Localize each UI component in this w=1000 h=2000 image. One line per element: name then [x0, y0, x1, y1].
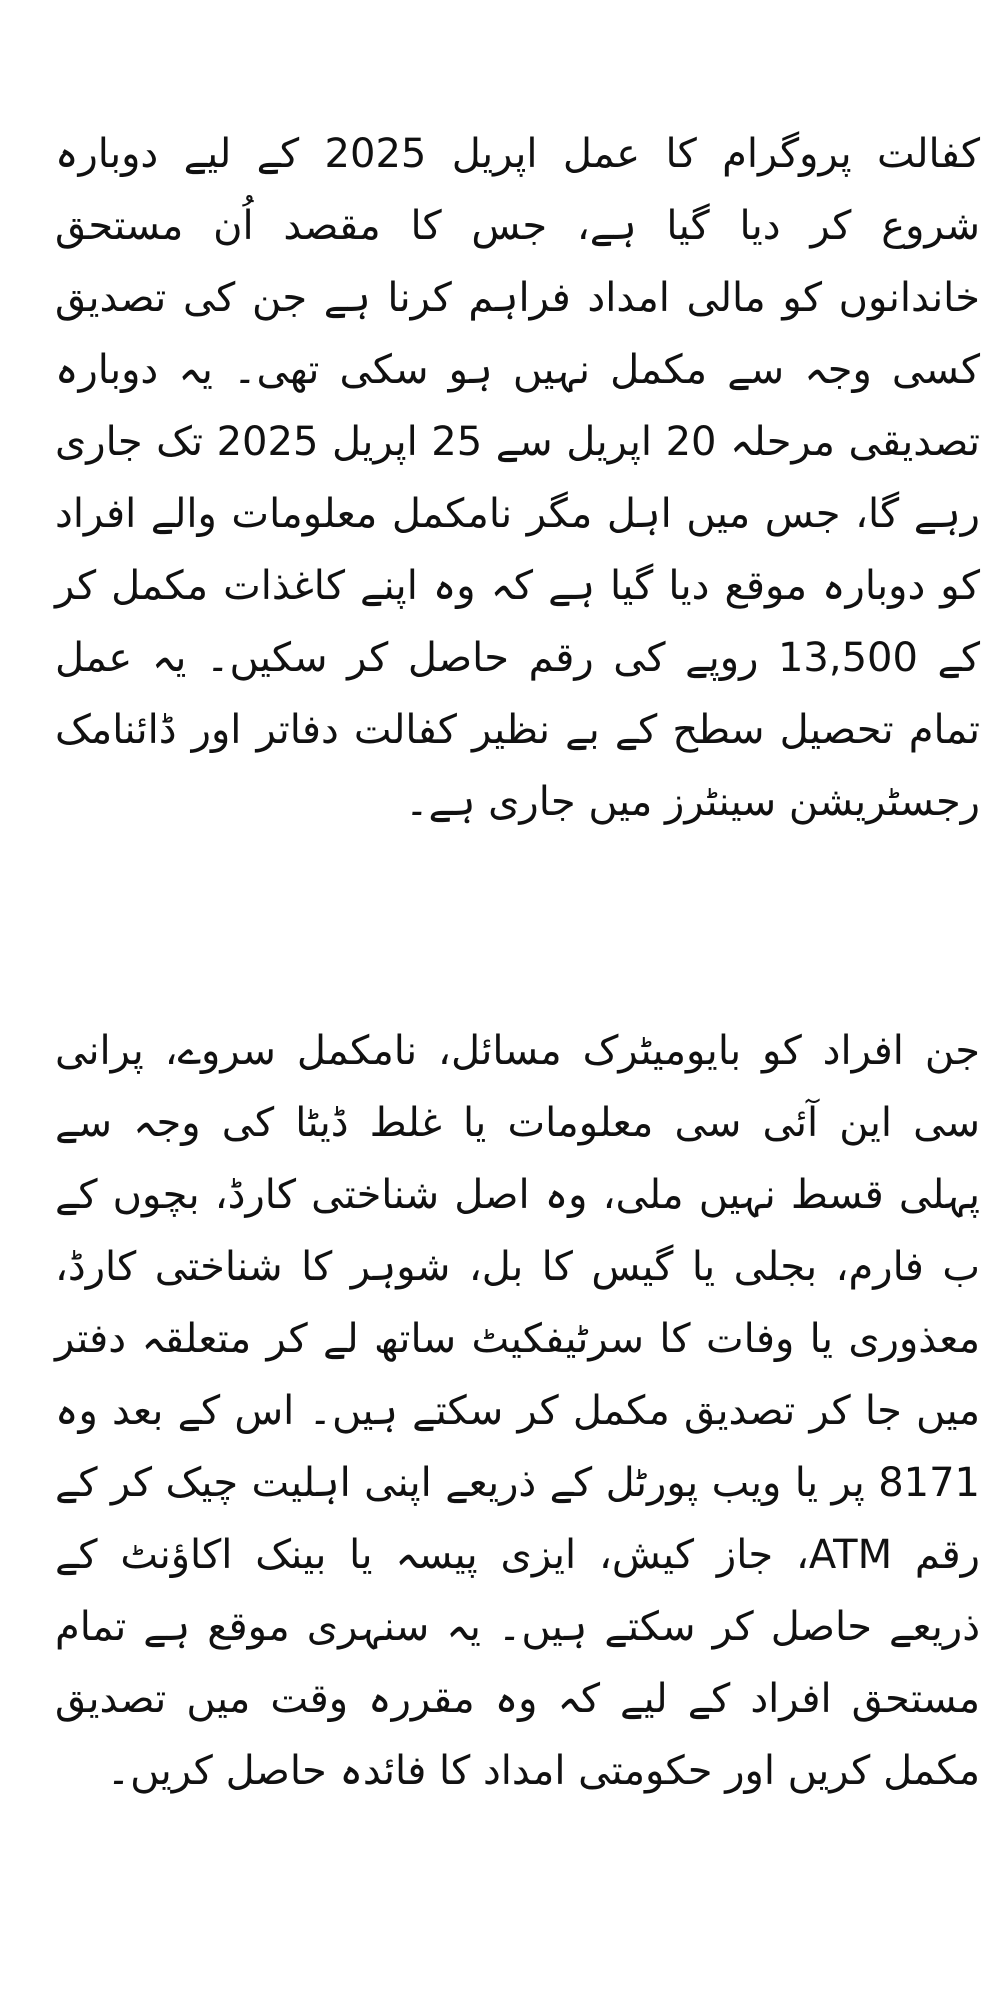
paragraph-eligibility-instructions: جن افراد کو بایومیٹرک مسائل، نامکمل سروے، پرانی سی این آئی سی معلومات یا غلط ڈیٹا کی وجہ سے پہلی قسط نہیں ملی، وہ اصل شناختی کارڈ، بچوں کے ب فارم، بجلی یا گیس کا بل، شوہر کا شناختی کارڈ، معذوری یا وفات کا سرٹیفکیٹ ساتھ لے کر متعلقہ دفتر میں جا کر تصدیق مکمل کر سکتے ہیں۔ اس کے بعد وہ 8171 پر یا ویب پورٹل کے ذریعے اپنی اہلیت چیک کر کے رقم ATM، جاز کیش، ایزی پیسہ یا بینک اکاؤنٹ کے ذریعے حاصل کر سکتے ہیں۔ یہ سنہری موقع ہے تمام مستحق افراد کے لیے کہ وہ مقررہ وقت میں تصدیق مکمل کریں اور حکومتی امداد کا فائدہ حاصل کریں۔: [55, 1028, 981, 1794]
paragraph-kafalat-reverification: کفالت پروگرام کا عمل اپریل 2025 کے لیے دوبارہ شروع کر دیا گیا ہے، جس کا مقصد اُن مستحق خاندانوں کو مالی امداد فراہم کرنا ہے جن کی تصدیق کسی وجہ سے مکمل نہیں ہو سکی تھی۔ یہ دوبارہ تصدیقی مرحلہ 20 اپریل سے 25 اپریل 2025 تک جاری رہے گا، جس میں اہل مگر نامکمل معلومات والے افراد کو دوبارہ موقع دیا گیا ہے کہ وہ اپنے کاغذات مکمل کر کے 13,500 روپے کی رقم حاصل کر سکیں۔ یہ عمل تمام تحصیل سطح کے بے نظیر کفالت دفاتر اور ڈائنامک رجسٹریشن سینٹرز میں جاری ہے۔: [55, 131, 981, 825]
